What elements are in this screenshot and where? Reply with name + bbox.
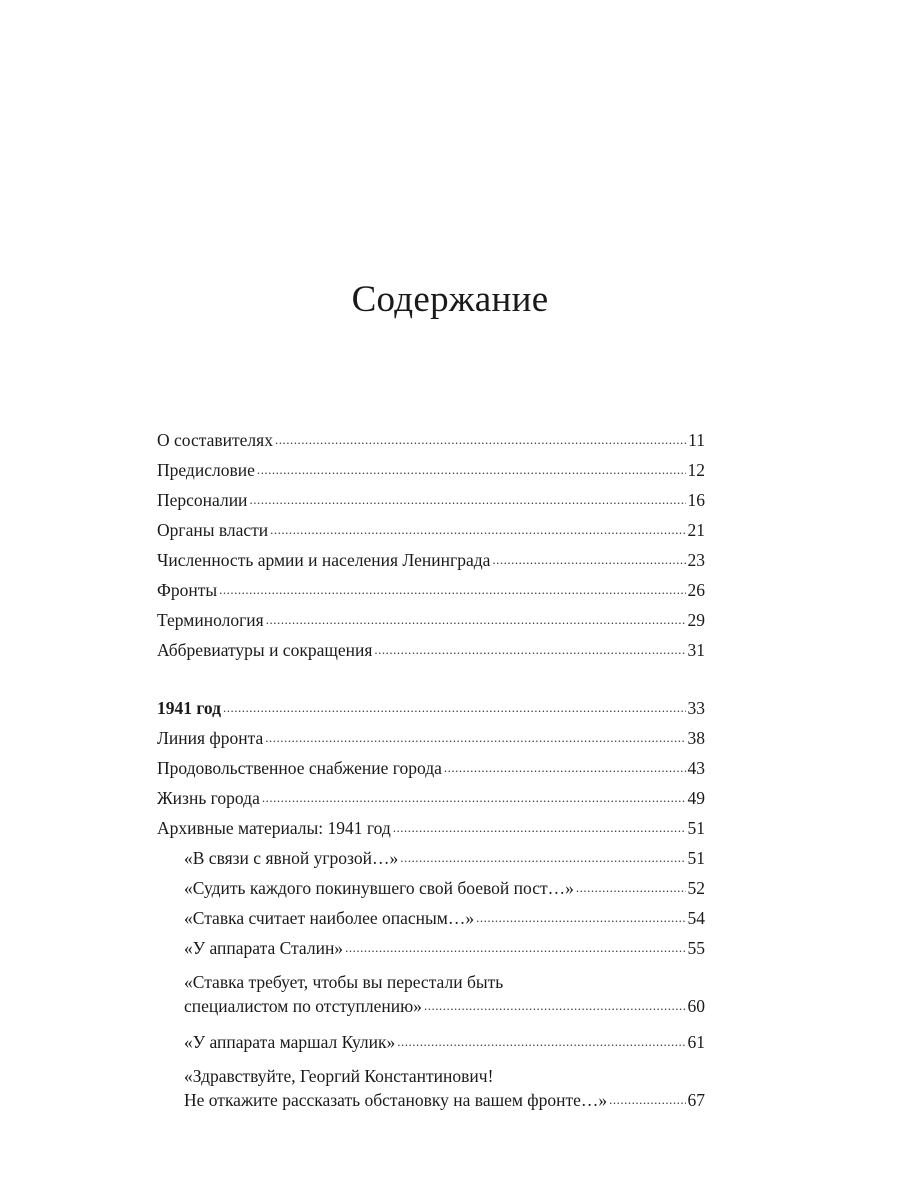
toc-entry-page: 67: [687, 1090, 705, 1110]
toc-entry[interactable]: [157, 548, 705, 572]
toc-entry-label: «Судить каждого покинувшего свой боевой пост…»: [184, 878, 574, 898]
toc-entry[interactable]: [157, 638, 705, 662]
toc-leader-dots: [265, 726, 685, 750]
toc-entry-page: 21: [687, 520, 705, 540]
toc-subentry-multiline[interactable]: [157, 1064, 705, 1112]
toc-entry-label: Фронты: [157, 580, 218, 600]
toc-entry-page: 55: [687, 938, 705, 958]
toc-entry-label: «В связи с явной угрозой…»: [184, 848, 399, 868]
toc-entry-page: 31: [687, 640, 705, 660]
toc-entry-label: О составителях: [157, 430, 273, 450]
toc-entry-label-line2: специалистом по отступлению»: [184, 996, 422, 1016]
toc-entry-page: 38: [687, 728, 705, 748]
toc-entry-label-line2: Не откажите рассказать обстановку на вашем фронте…»: [184, 1090, 608, 1110]
toc-entry-label-line1: «Здравствуйте, Георгий Константинович!: [184, 1066, 494, 1086]
toc-leader-dots: [393, 816, 686, 840]
page-title: Содержание: [351, 279, 549, 320]
toc-subentry[interactable]: [157, 846, 705, 870]
toc-entry-page: 54: [687, 908, 705, 928]
toc-entry-label: Предисловие: [157, 460, 255, 480]
toc-leader-dots: [609, 1088, 685, 1112]
toc-entry-label: Архивные материалы: 1941 год: [157, 818, 391, 838]
toc-entry[interactable]: [157, 608, 705, 632]
toc-entry[interactable]: [157, 786, 705, 810]
toc-leader-dots: [576, 876, 686, 900]
toc-entry-page: 61: [687, 1032, 705, 1052]
toc-entry-page: 51: [687, 848, 705, 868]
toc-leader-dots: [262, 786, 686, 810]
toc-subentry[interactable]: [157, 906, 705, 930]
toc-entry-page: 29: [687, 610, 705, 630]
toc-leader-dots: [374, 638, 685, 662]
toc-leader-dots: [444, 756, 686, 780]
toc-subentry[interactable]: [157, 876, 705, 900]
toc-entry[interactable]: [157, 578, 705, 602]
toc-entry-label: Продовольственное снабжение города: [157, 758, 442, 778]
toc-entry-label: «У аппарата маршал Кулик»: [184, 1032, 396, 1052]
toc-leader-dots: [424, 994, 686, 1018]
toc-entry[interactable]: [157, 816, 705, 840]
toc-entry-page: 16: [687, 490, 705, 510]
toc-subentry[interactable]: [157, 936, 705, 960]
toc-leader-dots: [257, 458, 686, 482]
toc-entry-label: Персоналии: [157, 490, 248, 510]
toc-entry-page: 49: [687, 788, 705, 808]
toc-entry-label: 1941 год: [157, 698, 221, 718]
toc-entry-label: Численность армии и населения Ленинграда: [157, 550, 491, 570]
toc-entry-label-line1: «Ставка требует, чтобы вы перестали быть: [184, 972, 504, 992]
toc-entry-page: 26: [687, 580, 705, 600]
toc-entry-page: 51: [687, 818, 705, 838]
toc-leader-dots: [249, 488, 685, 512]
toc-entry[interactable]: [157, 488, 705, 512]
toc-entry-label: Органы власти: [157, 520, 269, 540]
toc-entry-page: 33: [687, 698, 705, 718]
toc-entry-page: 11: [688, 430, 705, 450]
toc-entry[interactable]: [157, 458, 705, 482]
toc-leader-dots: [223, 696, 686, 720]
toc-leader-dots: [400, 846, 685, 870]
toc-entry-page: 23: [687, 550, 705, 570]
toc-entry[interactable]: [157, 518, 705, 542]
toc-entry-page: 43: [687, 758, 705, 778]
toc-entry-page: 52: [687, 878, 705, 898]
toc-entry[interactable]: [157, 756, 705, 780]
toc-subentry-multiline[interactable]: [157, 970, 705, 1018]
toc-entry-label: Линия фронта: [157, 728, 264, 748]
toc-entry[interactable]: [157, 428, 705, 452]
toc-entry[interactable]: [157, 726, 705, 750]
toc-leader-dots: [219, 578, 685, 602]
toc-entry-label: Терминология: [157, 610, 264, 630]
toc-leader-dots: [275, 428, 686, 452]
toc-section-heading[interactable]: [157, 696, 705, 720]
toc-leader-dots: [492, 548, 685, 572]
toc-leader-dots: [266, 608, 686, 632]
toc-subentry[interactable]: [157, 1030, 705, 1054]
toc-leader-dots: [476, 906, 685, 930]
toc-leader-dots: [345, 936, 685, 960]
toc-entry-page: 60: [687, 996, 705, 1016]
toc-leader-dots: [270, 518, 685, 542]
toc-entry-label: Аббревиатуры и сокращения: [157, 640, 373, 660]
toc-entry-page: 12: [687, 460, 705, 480]
toc-entry-label: Жизнь города: [157, 788, 260, 808]
toc-entry-label: «Ставка считает наиболее опасным…»: [184, 908, 475, 928]
toc-entry-label: «У аппарата Сталин»: [184, 938, 344, 958]
toc-leader-dots: [397, 1030, 685, 1054]
